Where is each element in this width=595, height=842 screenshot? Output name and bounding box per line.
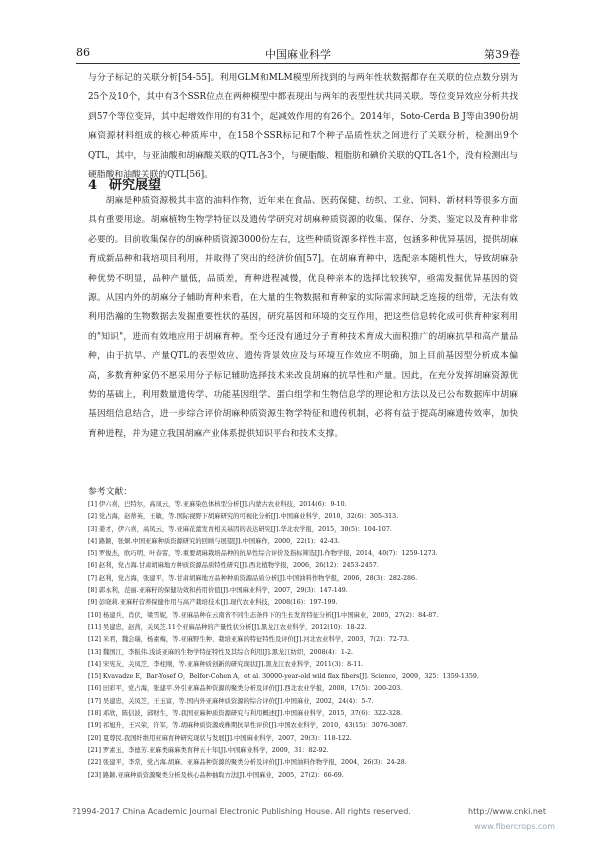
reference-item: [8] 郭永利，范丽.亚麻籽的保健功效和药用价值[J].中国麻业科学，2007，29(3)：147-149. bbox=[88, 587, 348, 595]
site-watermark: www.fibercrops.com bbox=[474, 822, 555, 831]
reference-item: [18] 邓欣，陈信波，邱财生，等.我国亚麻种质资源研究与利用概述[J].中国麻业科学，2015，37(6)：322-328. bbox=[88, 710, 403, 718]
reference-item: [9] 彭晓莉.亚麻籽营养保健作用与高产栽培技术[J].现代农业科技，2008(16)：197-199. bbox=[88, 599, 338, 607]
page-header bbox=[76, 44, 520, 62]
reference-item: [11] 吴建忠，赵茜，关凤芝.11个亚麻品种的产量性状分析[J].黑龙江农业科学，2012(10)：18-22. bbox=[88, 623, 367, 631]
reference-item: [23] 路颖.亚麻种质资源聚类分析及核心品种抽取方法[J].中国麻业，2005，27(2)：66-69. bbox=[88, 771, 344, 779]
reference-item: [12] 米君，魏会瑞，杨素梅，等.亚麻野生种、栽培亚麻的特征特性及评价[J].河北农业科学，2003，7(2)：72-73. bbox=[88, 636, 410, 644]
reference-item: [2] 党占海，赵蒂英，王敏，等.国际视野下胡麻研究的可视化分析[J].中国麻业科学，2010，32(6)：305-313. bbox=[88, 513, 399, 521]
section-heading bbox=[88, 174, 161, 193]
paragraph-outlook: 胡麻是种质资源极其丰富的油料作物，近年来在食品、医药保健、纺织、工业、饲料、新材料等很多方面具有重要用途。胡麻植物生物学特征以及遗传学研究对胡麻种质资源的收集、保存、分类、鉴定以及育种非常必要的。目前收集保存的胡麻种质资源3000份左右，这些种质资源多样性丰富，包涵多种优异基因，提供胡麻育成新品种和栽培项目利用，并取得了突出的经济价值[57]。在胡麻育种中，选配亲本随机性大，导致胡麻杂种优势不明显，品种产量低，品质差，育种进程减慢，优良种亲本的选择比较狭窄，亟需发掘优异基因的资源。从国内外的胡麻分子辅助育种来看，在大量的生物数据和育种家的实际需求间缺乏连接的纽带，无法有效利用浩瀚的生物数据去发掘重要性状的基因，研究基因和环境的交互作用，把这些信息转化成可供育种家利用的"知识"，进而有效地应用于胡麻育种。至今还没有通过分子育种技术育成大面积推广的胡麻抗旱和高产量品种，由于抗旱、产量QTL的表型效应、遗传背景效应及与环境互作效应不明确，加上目前基因型分析成本偏高，多数育种家仍不愿采用分子标记辅助选择技术来改良胡麻的抗旱性和产量。因此，在充分发挥胡麻资源优势的基础上，利用数量遗传学、功能基因组学、蛋白组学和生物信息学的理论和方法以及已公布数据库中胡麻基因组信息结合，进一步综合评价胡麻种质资源生物学特征和遗传机制，必将有益于提高胡麻遗传效率，加快育种进程，并为建立我国胡麻产业体系提供知识平台和技术支撑。 bbox=[88, 196, 518, 439]
paragraph-association-analysis: 与分子标记的关联分析[54-55]。利用GLM和MLM模型所找到的与两年性状数据都存在关联的位点数分别为25个及10个，其中有3个SSR位点在两种模型中都表现出与两年的表型性状共同关联。等位变异效应分析共找到57个等位变异，其中起增效作用的有31个，起减效作用的有26个。2014年，Soto-Cerda B J等由390份胡麻资源材料组成的核心种质库中，在158个SSR标记和7个种子品质性状之间进行了关联分析，检测出9个QTL，其中，与亚油酸和胡麻酸关联的QTL各3个，与硬脂酸、粗脂肪和碘价关联的QTL各1个，没有检测出与硬脂酸和油酸关联的QTL[56]。 bbox=[88, 73, 518, 181]
reference-item: [19] 祁旭升，王兴荣，许军，等.胡麻种质资源成株期抗旱性评价[J].中国农业科学，2010，43(15)：3076-3087. bbox=[88, 722, 408, 730]
header-rule bbox=[76, 63, 520, 64]
reference-item: [10] 杨建兵，肖伏，梁雪妮，等.亚麻品种在云南省不同生态条件下的生长发育特征分析[J].中国麻业，2005，27(2)：84-87. bbox=[88, 611, 439, 619]
reference-item: [3] 姜才，伊六喜，高凤云，等.亚麻花蕾发育相关基因的表达研究[J].华北农学报，2015，30(5)：104-107. bbox=[88, 525, 392, 533]
reference-item: [5] 罗俊杰，欧巧明，叶春雷，等.重要胡麻栽培品种的抗旱性综合评价及指标筛选[J].作物学报，2014，40(7)：1259-1273. bbox=[88, 550, 438, 558]
volume-label: 第39卷 bbox=[484, 48, 520, 61]
reference-item: [14] 宋宪友，关凤芝，李柱刚，等.亚麻种质创新的研究现状[J].黑龙江农业科学，2011(3)：8-11. bbox=[88, 660, 364, 668]
copyright-text: ?1994-2017 China Academic Journal Electronic Publishing House. All rights reserved. bbox=[72, 807, 411, 816]
references-title: 参考文献： bbox=[88, 487, 132, 497]
reference-item: [20] 夏尊民.我国纤维用亚麻育种研究现状与发展[J].中国麻业科学，2007，29(3)：118-122. bbox=[88, 734, 352, 742]
reference-item: [15] Kvavadze E，Bar-Yosef O，Belfer-Cohen A，et al. 30000-year-old wild flax fibers[J]. Science，2009，325：1359-1359. bbox=[88, 673, 479, 681]
cnki-link[interactable]: http://www.cnki.net bbox=[468, 807, 546, 816]
reference-list bbox=[88, 499, 518, 782]
reference-item: [6] 赵利，党占海.甘肃胡麻地方种质资源品质特性研究[J].西北植物学报，2006，26(12)：2453-2457. bbox=[88, 562, 379, 570]
reference-item: [16] 田彩平，党占海，张建平.外引亚麻品种资源的聚类分析及评价[J].西北农业学报，2008，17(5)：200-203. bbox=[88, 685, 403, 693]
reference-item: [22] 张建平，李常，党占海.胡麻、亚麻品种资源的聚类分析及评价[J].中国油料作物学报，2004，26(3)：24-28. bbox=[88, 759, 407, 767]
reference-item: [17] 吴建忠，关凤芝，王玉富，等.国内外亚麻种质资源的综合评价[J].中国麻业，2002，24(4)：5-7. bbox=[88, 697, 374, 705]
reference-item: [21] 罗素玉，李德芳.亚麻类麻麻类育种五十年[J].中国麻业科学，2009，31：82-92. bbox=[88, 746, 329, 754]
reference-item: [7] 赵利，党占海，张建平，等.甘肃胡麻地方品种种质资源品质分析[J].中国油料作物学报，2006，28(3)：282-286. bbox=[88, 574, 418, 582]
section-number: 4 bbox=[88, 178, 98, 193]
page-number: 86 bbox=[76, 46, 90, 59]
section-title: 研究展望 bbox=[109, 178, 162, 193]
reference-item: [13] 魏国江，李振伟.浅谈亚麻的生物学特征特性及其综合利用[J].黑龙江纺织，2008(4)：1-2. bbox=[88, 648, 353, 656]
reference-item: [4] 路颖，张炯.中国亚麻种质资源研究的回顾与展望[J].中国麻作，2000，22(1)：42-43. bbox=[88, 537, 340, 545]
reference-item: [1] 伊六喜，巴特尔，高凤云，等.亚麻染色体核型分析[J].内蒙古农业科技，2014(6)：9-10. bbox=[88, 501, 347, 508]
journal-title: 中国麻业科学 bbox=[265, 48, 331, 61]
